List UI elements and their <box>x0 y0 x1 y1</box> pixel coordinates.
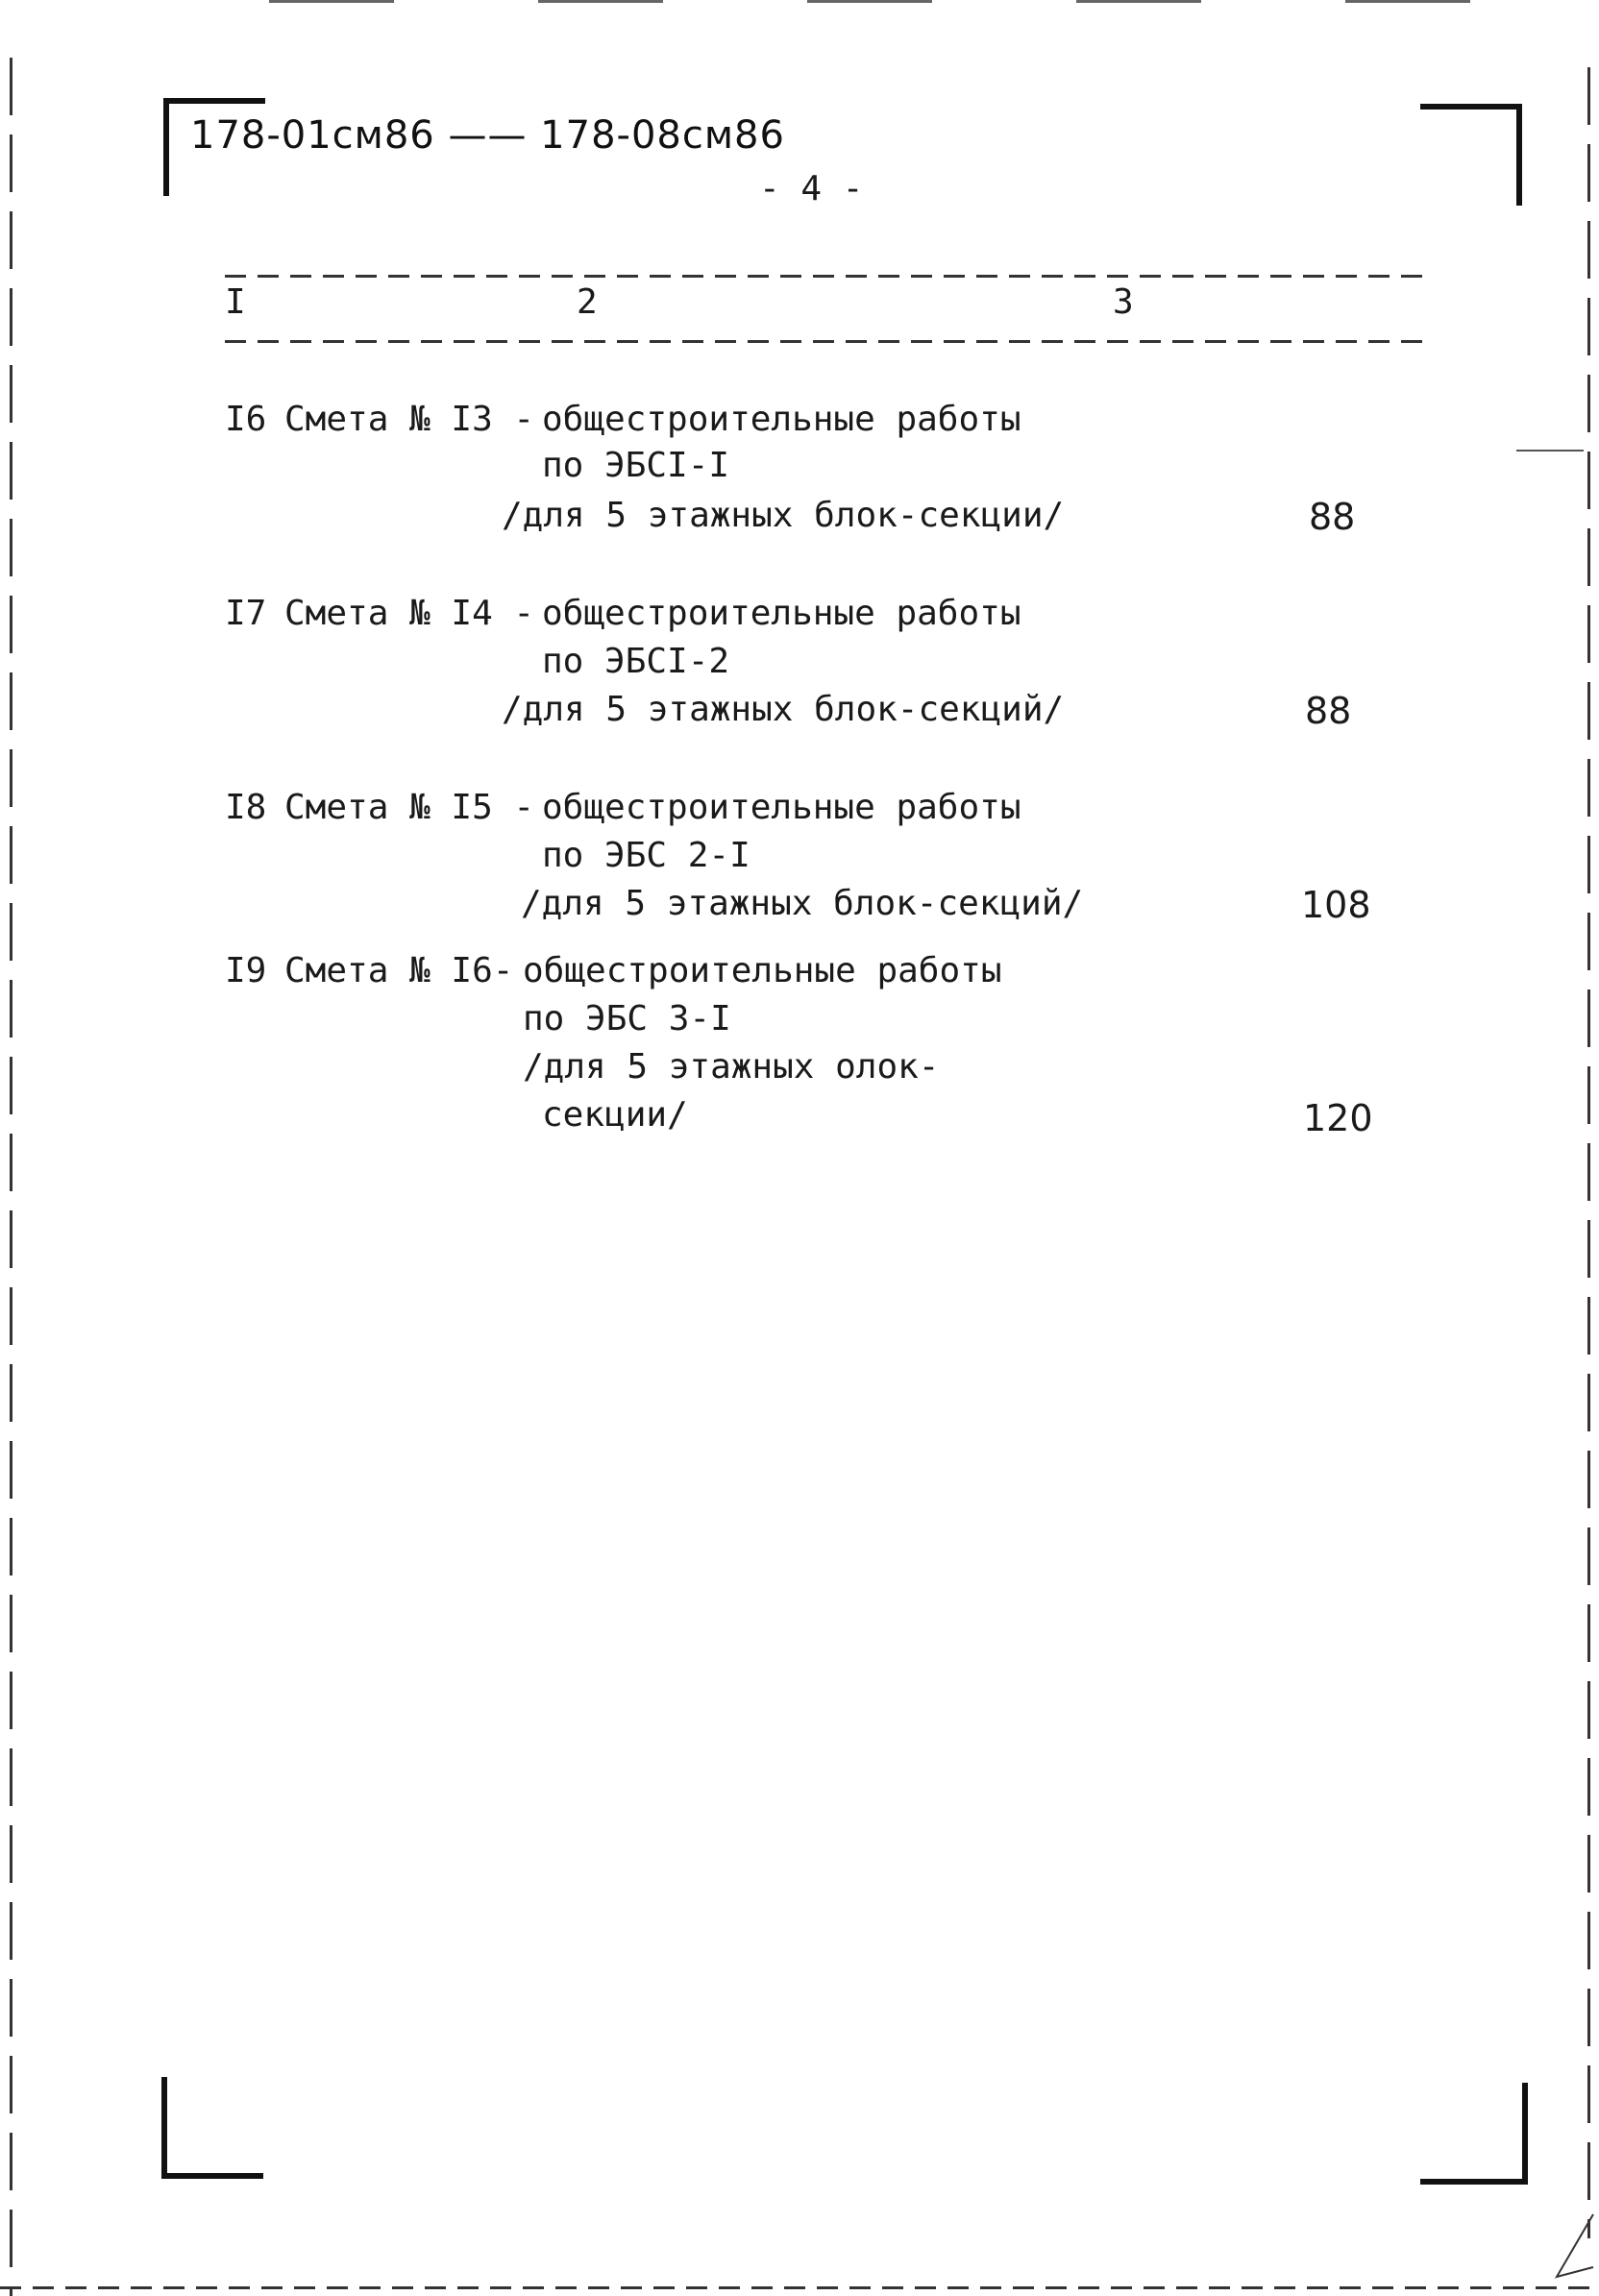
row-value: 88 <box>1305 690 1352 732</box>
estimate-label: Смета № I4 - <box>284 594 535 633</box>
page-number: - 4 - <box>759 169 864 208</box>
left-border-line <box>10 58 12 2296</box>
right-margin-mark <box>1516 450 1584 452</box>
object-label: по ЭБСI-2 <box>542 642 730 681</box>
note-label: /для 5 этажных блок-секций/ <box>521 884 1084 923</box>
row-number: I9 <box>225 951 267 990</box>
row-value: 120 <box>1303 1097 1373 1139</box>
corner-bracket-top-right <box>1420 104 1522 206</box>
object-label: по ЭБС 2-I <box>542 836 750 875</box>
work-description: общестроительные работы <box>542 788 1021 827</box>
row-number: I6 <box>225 400 267 439</box>
work-description: общестроительные работы <box>523 951 1002 990</box>
note-label: /для 5 этажных олок- <box>523 1047 940 1087</box>
estimate-label: Смета № I5 - <box>284 788 535 827</box>
object-label: по ЭБСI-I <box>542 446 730 485</box>
estimate-label: Смета № I6- <box>284 951 514 990</box>
bottom-border-line <box>0 2286 1599 2289</box>
note-label: /для 5 этажных блок-секции/ <box>502 496 1065 535</box>
work-description: общестроительные работы <box>542 400 1021 439</box>
corner-bracket-bottom-right <box>1420 2083 1528 2185</box>
row-number: I7 <box>225 594 267 633</box>
note-label: /для 5 этажных блок-секций/ <box>502 690 1065 729</box>
table-header-bottom-rule <box>225 340 1430 343</box>
column-header-1: I <box>225 282 246 322</box>
row-value: 108 <box>1301 884 1371 926</box>
corner-bracket-bottom-left <box>161 2077 263 2179</box>
object-label: по ЭБС 3-I <box>523 999 731 1038</box>
column-header-2: 2 <box>577 282 598 322</box>
document-code: 178-01см86 —— 178-08см86 <box>190 113 785 158</box>
page-fold-mark <box>1547 2210 1595 2286</box>
row-value: 88 <box>1309 496 1356 538</box>
table-header-top-rule <box>225 275 1430 278</box>
column-header-3: 3 <box>1113 282 1134 322</box>
row-number: I8 <box>225 788 267 827</box>
work-description: общестроительные работы <box>542 594 1021 633</box>
right-border-line <box>1587 67 1590 2238</box>
note-label-continued: секции/ <box>542 1095 688 1135</box>
top-edge-marks <box>269 0 1489 3</box>
estimate-label: Смета № I3 - <box>284 400 535 439</box>
